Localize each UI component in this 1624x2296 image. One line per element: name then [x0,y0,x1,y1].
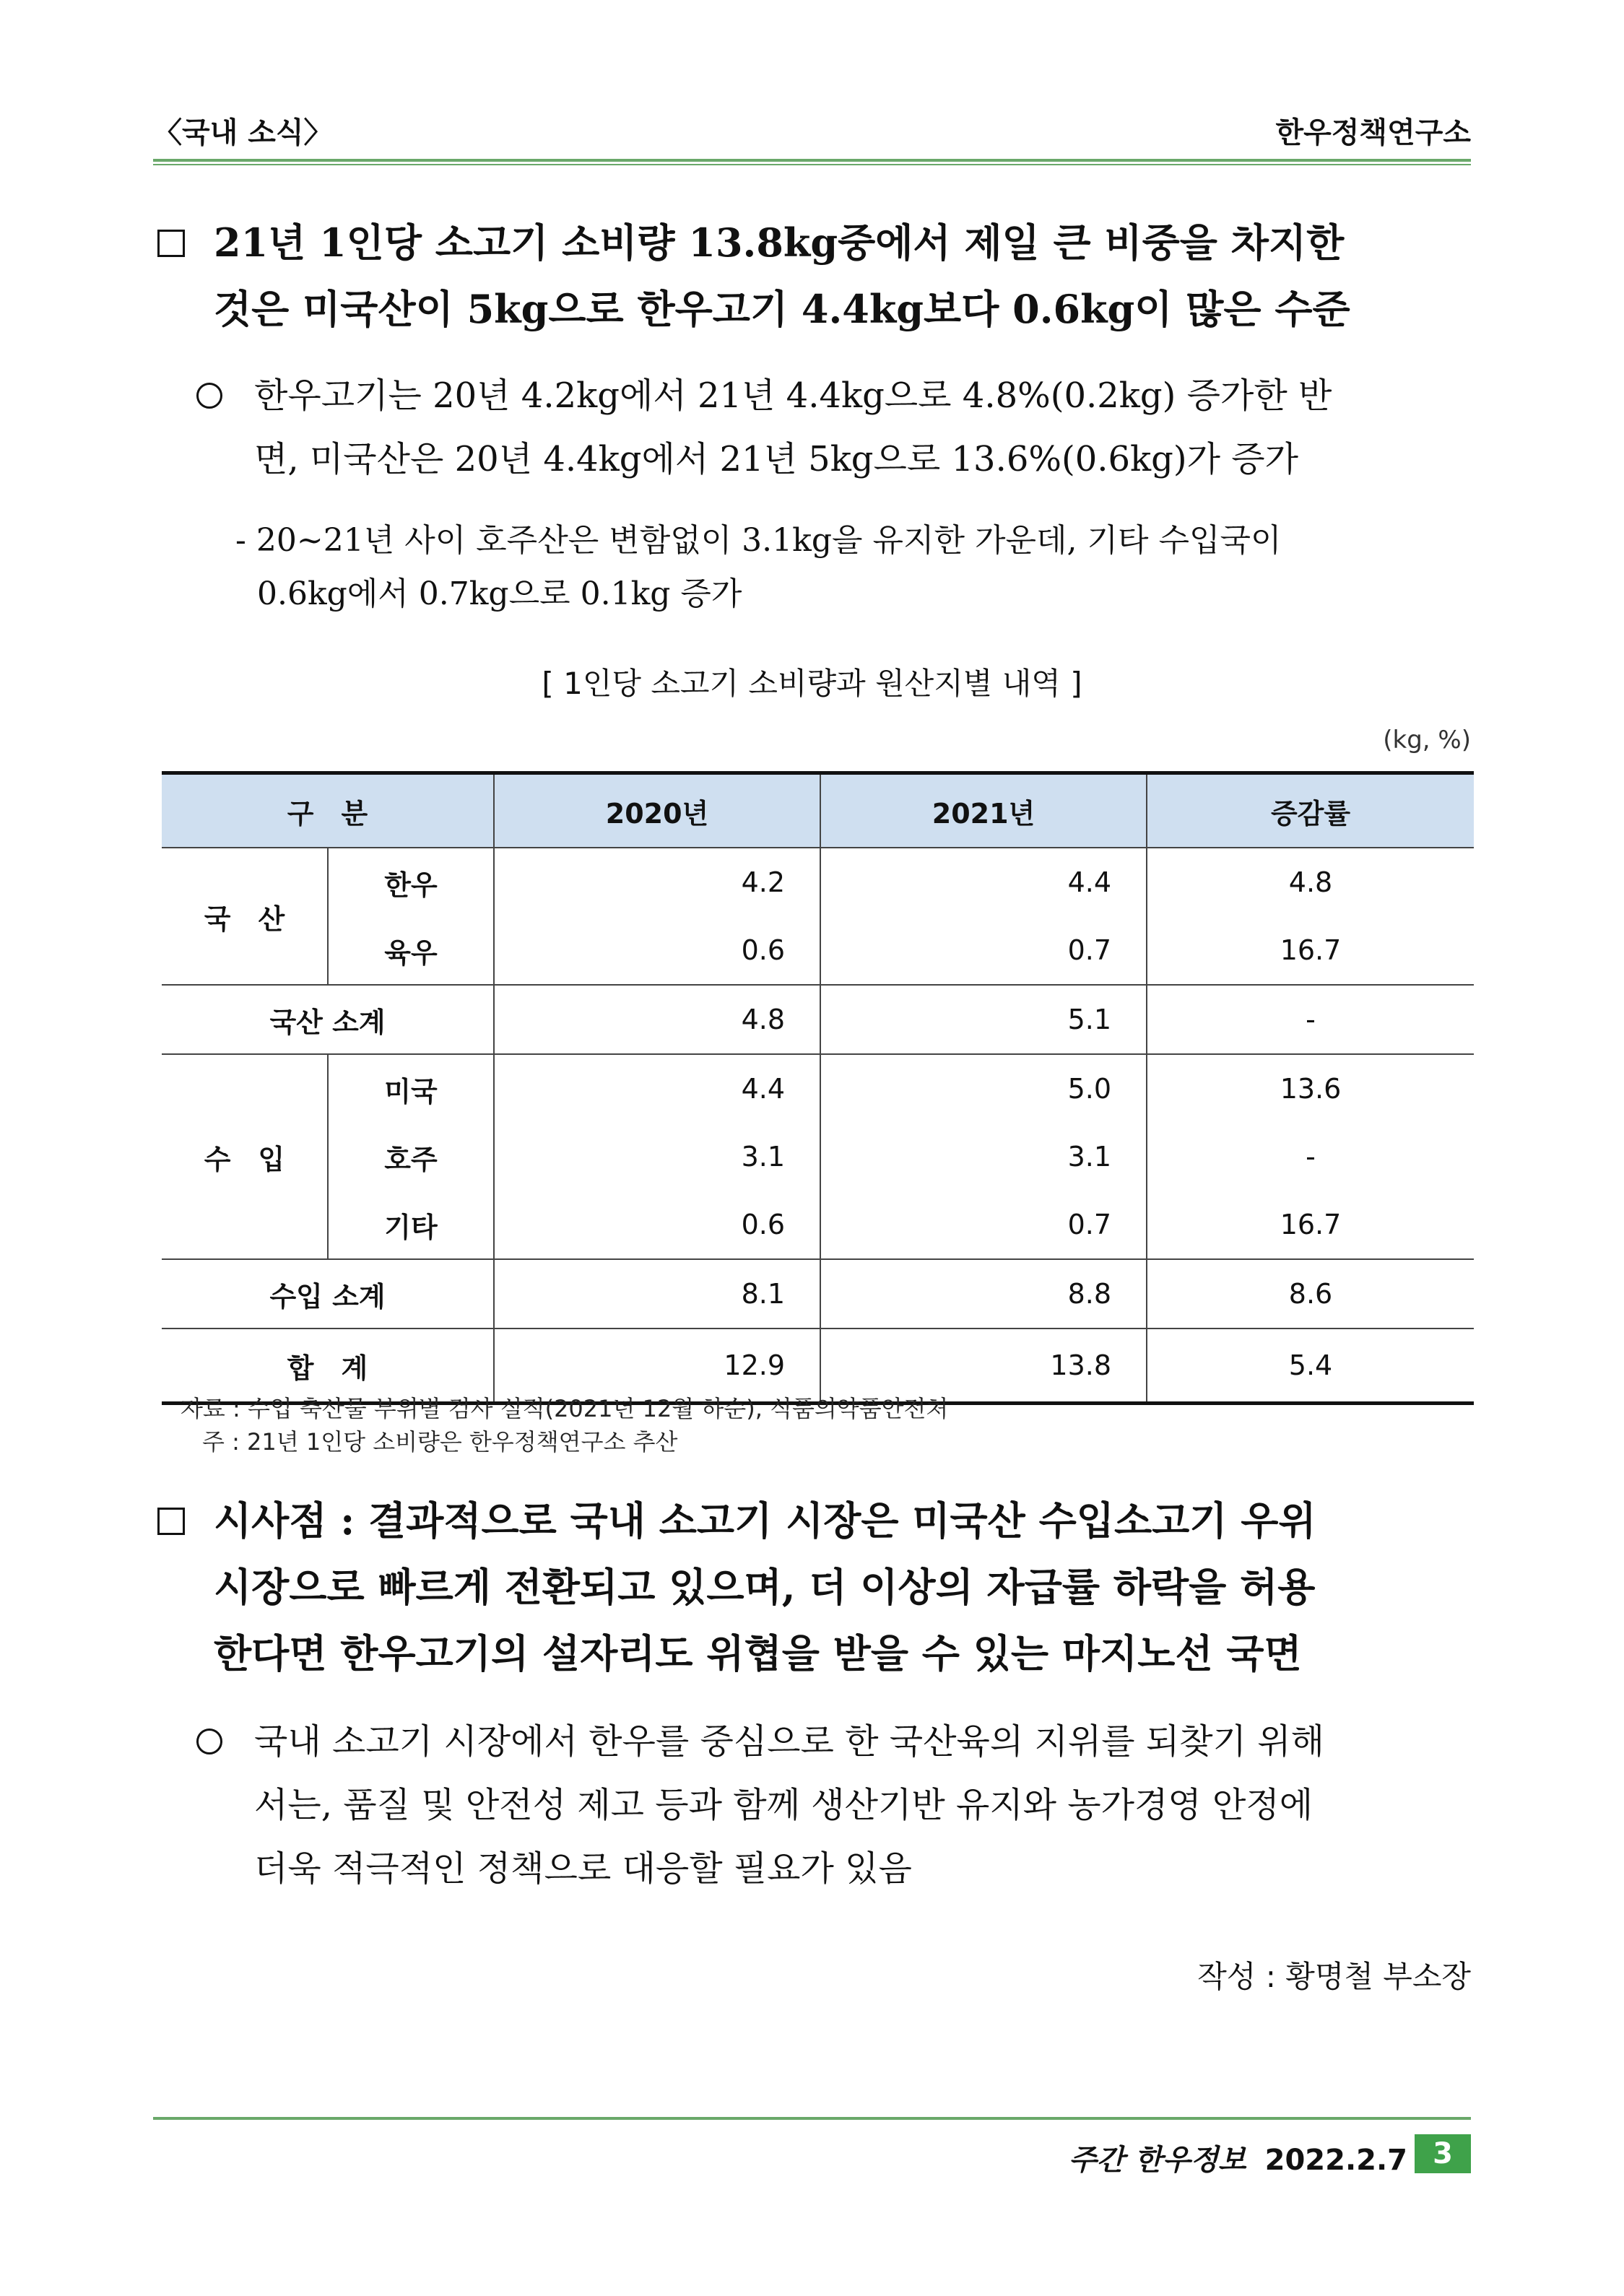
cell-2021: 5.1 [820,985,1147,1054]
table-title: [ 1인당 소고기 소비량과 원산지별 내역 ] [542,666,1082,701]
section2-bullet-line1: 국내 소고기 시장에서 한우를 중심으로 한 국산육의 지위를 되찾기 위해 [254,1721,1324,1762]
section2-heading-line1: 시사점 : 결과적으로 국내 소고기 시장은 미국산 수입소고기 우위 [214,1497,1316,1544]
section1-heading-line1: 21년 1인당 소고기 소비량 13.8kg중에서 제일 큰 비중을 차지한 [214,219,1345,266]
page-number: 3 [1415,2134,1471,2173]
cell-change: 16.7 [1147,916,1474,985]
row-label: 합 계 [162,1329,494,1404]
row-label: 미국 [328,1054,494,1123]
cell-2020: 4.2 [494,848,820,916]
header-2020: 2020년 [494,773,820,848]
table-unit: (kg, %) [1383,726,1471,755]
cell-change: - [1147,985,1474,1054]
publication-date: 2022.2.7 [1264,2144,1407,2177]
cell-2020: 12.9 [494,1329,820,1404]
cell-2021: 0.7 [820,916,1147,985]
row-label: 기타 [328,1191,494,1259]
table-header-row [162,773,1474,848]
row-label: 호주 [328,1123,494,1191]
table-row [162,1191,1474,1259]
header-section-label: 〈국내 소식〉 [153,116,333,149]
cell-2020: 0.6 [494,1191,820,1259]
table-row [162,1123,1474,1191]
header-divider [153,159,1471,162]
table-row [162,848,1474,916]
cell-change: 4.8 [1147,848,1474,916]
table-row [162,916,1474,985]
section2-heading-line3: 한다면 한우고기의 설자리도 위협을 받을 수 있는 마지노선 국면 [214,1630,1302,1677]
publication-name: 주간 한우정보 [1068,2144,1246,2177]
row-label: 한우 [328,848,494,916]
cell-change: 8.6 [1147,1259,1474,1329]
header-change-rate: 증감률 [1147,773,1474,848]
section2-heading-line2: 시장으로 빠르게 전환되고 있으며, 더 이상의 자급률 하락을 허용 [214,1564,1316,1610]
table-row-subtotal [162,985,1474,1054]
section1-bullet-line1: 한우고기는 20년 4.2kg에서 21년 4.4kg으로 4.8%(0.2kg) 증가한 반 [254,375,1332,416]
section1-sub-line1: - 20~21년 사이 호주산은 변함없이 3.1kg을 유지한 가운데, 기타 수입국이 [235,522,1282,559]
cell-change: 16.7 [1147,1191,1474,1259]
table-row [162,1054,1474,1123]
cell-2021: 13.8 [820,1329,1147,1404]
section1-heading-line2: 것은 미국산이 5kg으로 한우고기 4.4kg보다 0.6kg이 많은 수준 [214,286,1350,332]
footer-divider [153,2117,1471,2120]
row-label: 수입 소계 [162,1259,494,1329]
cell-2021: 3.1 [820,1123,1147,1191]
cell-change: - [1147,1123,1474,1191]
cell-2021: 8.8 [820,1259,1147,1329]
cell-2020: 8.1 [494,1259,820,1329]
author-credit: 작성 : 황명철 부소장 [1197,1959,1471,1994]
cell-2021: 5.0 [820,1054,1147,1123]
table-source-note: 자료 : 수입 축산물 부위별 검사 실적(2021년 12월 하순), 식품의약품안전처 [181,1395,949,1422]
cell-change: 13.6 [1147,1054,1474,1123]
cell-change: 5.4 [1147,1329,1474,1404]
domestic-group-label: 국 산 [162,848,328,985]
section2-bullet-line2: 서는, 품질 및 안전성 제고 등과 함께 생산기반 유지와 농가경영 안정에 [254,1785,1313,1825]
consumption-table [162,771,1474,1405]
square-bullet-icon [157,1508,185,1535]
table-row-subtotal [162,1259,1474,1329]
section2-bullet-line3: 더욱 적극적인 정책으로 대응할 필요가 있음 [254,1848,912,1889]
footer-publication [1069,2137,1407,2178]
import-group-label: 수 입 [162,1054,328,1259]
header-category: 구 분 [162,773,494,848]
header-2021: 2021년 [820,773,1147,848]
row-label: 국산 소계 [162,985,494,1054]
header-organization: 한우정책연구소 [1275,116,1471,149]
cell-2021: 0.7 [820,1191,1147,1259]
cell-2021: 4.4 [820,848,1147,916]
section1-bullet-line2: 면, 미국산은 20년 4.4kg에서 21년 5kg으로 13.6%(0.6kg)가 증가 [254,439,1298,479]
square-bullet-icon [157,230,185,257]
section1-sub-line2: 0.6kg에서 0.7kg으로 0.1kg 증가 [257,575,742,612]
header-divider-thin [153,164,1471,165]
cell-2020: 0.6 [494,916,820,985]
cell-2020: 4.8 [494,985,820,1054]
cell-2020: 4.4 [494,1054,820,1123]
circle-bullet-icon [196,1728,222,1754]
row-label: 육우 [328,916,494,985]
table-footnote: 주 : 21년 1인당 소비량은 한우정책연구소 추산 [202,1428,678,1456]
cell-2020: 3.1 [494,1123,820,1191]
circle-bullet-icon [196,383,222,409]
